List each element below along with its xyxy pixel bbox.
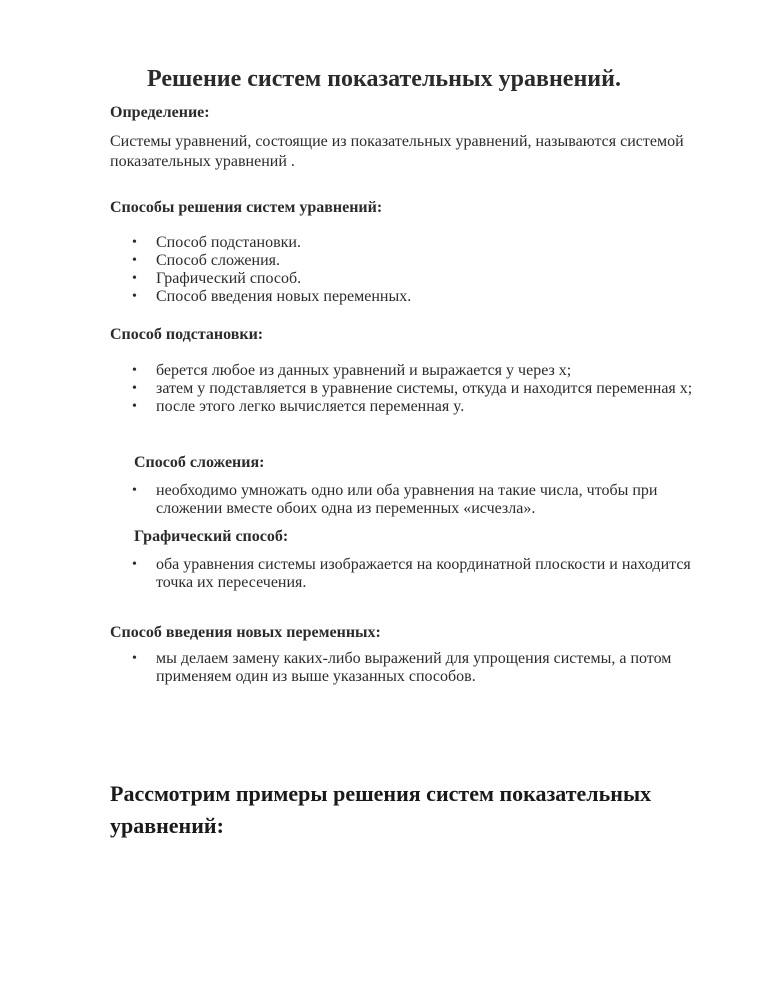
list-item: • после этого легко вычисляется переменная y. bbox=[110, 398, 710, 416]
examples-heading: Рассмотрим примеры решения систем показательных уравнений: bbox=[110, 781, 652, 838]
addition-heading: Способ сложения: bbox=[134, 454, 265, 471]
list-item: • оба уравнения системы изображается на координатной плоскости и находится точка их пересечения. bbox=[110, 556, 710, 592]
graphical-heading: Графический способ: bbox=[134, 528, 289, 545]
methods-list bbox=[110, 234, 710, 306]
list-item: • затем y подставляется в уравнение системы, откуда и находится переменная x; bbox=[110, 380, 710, 398]
list-item: • Способ подстановки. bbox=[110, 234, 710, 252]
list-item: • берется любое из данных уравнений и выражается y через x; bbox=[110, 362, 710, 380]
list-item: • необходимо умножать одно или оба уравнения на такие числа, чтобы при сложении вместе обоих одна из переменных «исчезла». bbox=[110, 482, 710, 518]
list-item: • Графический способ. bbox=[110, 270, 710, 288]
list-item: • мы делаем замену каких-либо выражений для упрощения системы, а потом применяем один из выше указанных способов. bbox=[110, 650, 710, 686]
methods-heading: Способы решения систем уравнений: bbox=[110, 199, 383, 216]
substitution-list bbox=[110, 362, 710, 416]
graphical-list bbox=[110, 556, 710, 592]
substitution-heading: Способ подстановки: bbox=[110, 326, 264, 343]
addition-list bbox=[110, 482, 710, 518]
list-item: • Способ сложения. bbox=[110, 252, 710, 270]
definition-heading: Определение: bbox=[110, 104, 210, 121]
list-item: • Способ введения новых переменных. bbox=[110, 288, 710, 306]
new-variables-list bbox=[110, 650, 710, 686]
new-variables-heading: Способ введения новых переменных: bbox=[110, 624, 381, 641]
page-title: Решение систем показательных уравнений. bbox=[147, 66, 621, 92]
definition-text: Системы уравнений, состоящие из показательных уравнений, называются системой показательных уравнений . bbox=[110, 133, 684, 170]
